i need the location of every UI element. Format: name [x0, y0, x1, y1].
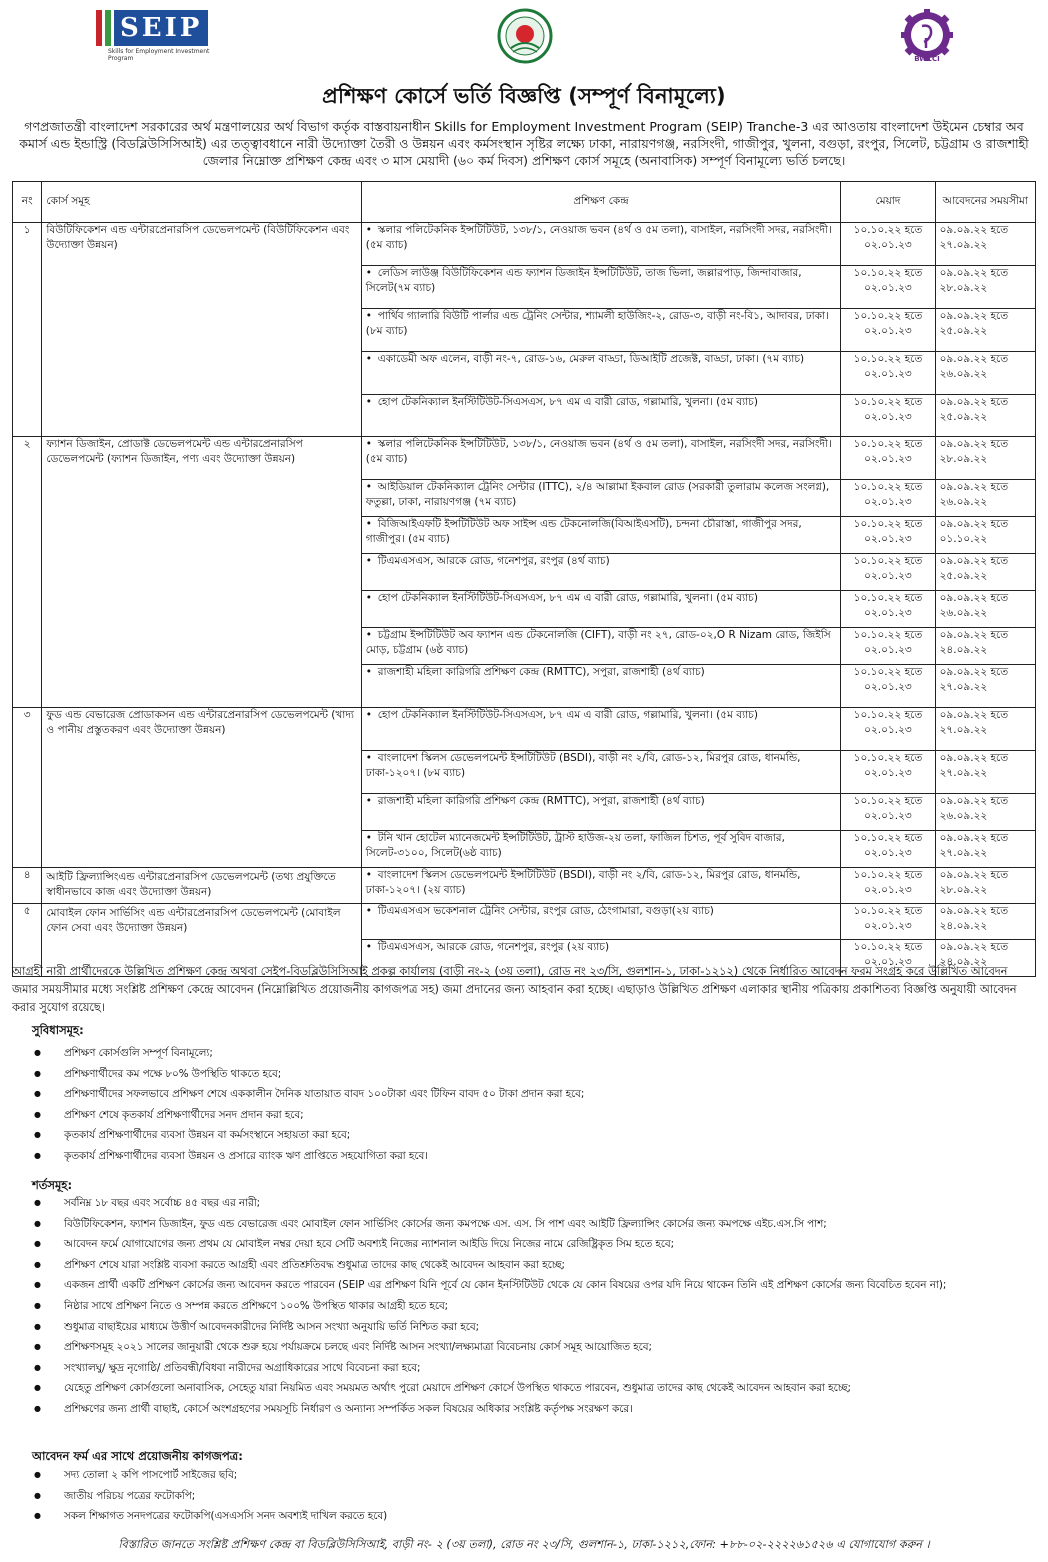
duration-cell — [841, 395, 935, 437]
duration-start: ১০.১০.২২ হতে — [853, 310, 923, 322]
course-name: ফ্যাশন ডিজাইন, প্রোডাক্ট ডেভেলপমেন্ট এন্ড এন্টারপ্রেনারসিপ ডেভেলপমেন্ট (ফ্যাশন ডিজাইন, পণ্য এবং উদ্যোক্তা উন্নয়ন) — [42, 437, 361, 708]
duration-cell — [841, 266, 935, 309]
bullet-icon: • — [365, 555, 372, 567]
course-number: ৫ — [13, 904, 42, 977]
bullet-icon: • — [365, 267, 372, 279]
duration-end: ০২.০১.২৩ — [864, 884, 912, 896]
deadline-cell — [935, 223, 1035, 266]
duration-start: ১০.১০.২২ হতে — [853, 709, 923, 721]
course-number: ৪ — [13, 868, 42, 904]
training-center-cell — [361, 628, 841, 665]
deadline-start: ০৯.০৯.২২ হতে — [939, 869, 1009, 881]
deadline-end: ২৭.০৯.২২ — [939, 724, 988, 736]
seip-logo-text: SEIP — [120, 13, 203, 43]
duration-start: ১০.১০.২২ হতে — [853, 905, 923, 917]
duration-start: ১০.১০.২২ হতে — [853, 666, 923, 678]
conditions-list — [32, 1196, 1032, 1423]
bullet-icon: • — [365, 629, 372, 641]
duration-end: ০২.০১.২৩ — [864, 533, 912, 545]
training-center-cell — [361, 554, 841, 591]
bullet-icon: • — [365, 396, 372, 408]
duration-end: ০২.০১.২৩ — [864, 956, 912, 968]
table-header-row — [13, 182, 1036, 223]
duration-start: ১০.১০.২২ হতে — [853, 481, 923, 493]
duration-end: ০২.০১.২৩ — [864, 920, 912, 932]
conditions-heading: শর্তসমূহ: — [32, 1178, 73, 1192]
documents-heading: আবেদন ফর্ম এর সাথে প্রয়োজনীয় কাগজপত্র: — [32, 1449, 243, 1463]
duration-cell — [841, 591, 935, 628]
deadline-end: ২৭.০৯.২২ — [939, 767, 988, 779]
deadline-cell — [935, 751, 1035, 794]
duration-cell — [841, 868, 935, 904]
condition-item: ● শুধুমাত্র বাছাইয়ের মাধ্যমে উত্তীর্ণ আবেদনকারীদের নির্দিষ্ট আসন সংখ্যা অনুযায়ি ভর্তি নিশ্চিত করা হবে; — [32, 1320, 1032, 1334]
condition-item: ● প্রশিক্ষণসমূহ ২০২১ সালের জানুয়ারী থেকে শুরু হয়ে পর্যায়ক্রমে চলছে এবং নির্দিষ্ট আসন সংখ্যা/লক্ষ্যমাত্রা বিবেচনায় কোর্স সমূহ আয়োজিত হবে; — [32, 1340, 1032, 1354]
training-center: টিএমএসএস ভকেশনাল ট্রেনিং সেন্টার, রংপুর রোড, ঠেংগামারা, বগুড়া(২য় ব্যাচ) — [377, 905, 714, 917]
bwcci-logo-icon — [898, 8, 956, 66]
benefits-list — [32, 1046, 1032, 1170]
bullet-icon: • — [365, 752, 372, 764]
deadline-cell — [935, 831, 1035, 868]
deadline-start: ০৯.০৯.২২ হতে — [939, 629, 1009, 641]
benefit-item: ● প্রশিক্ষণ কোর্সগুলি সম্পূর্ণ বিনামূল্যে; — [32, 1046, 1032, 1060]
deadline-end: ২৭.০৯.২২ — [939, 239, 988, 251]
training-center: স্কলার পলিটেকনিক ইন্সটিটিউট, ১৩৮/১, নেওয়াজ ভবন (৪র্থ ও ৫ম তলা), বাসাইল, নরসিংদী সদর, নরসিংদী। (৫ম ব্যাচ) — [365, 224, 832, 251]
training-center: হোপ টেকনিক্যাল ইনস্টিটিউট-সিএসএস, ৮৭ এম এ বারী রোড, গল্লামারি, খুলনা। (৫ম ব্যাচ) — [377, 396, 758, 408]
deadline-end: ২৪.০৯.২২ — [939, 644, 988, 656]
course-name: মোবাইল ফোন সার্ভিসিং এন্ড এন্টারপ্রেনারসিপ ডেভেলপমেন্ট (মোবাইল ফোন সেবা এবং উদ্যোক্তা উন্নয়ন) — [42, 904, 361, 977]
duration-cell — [841, 794, 935, 831]
duration-cell — [841, 831, 935, 868]
header-course: কোর্স সমূহ — [42, 182, 361, 223]
course-number: ১ — [13, 223, 42, 437]
course-number: ৩ — [13, 708, 42, 868]
deadline-start: ০৯.০৯.২২ হতে — [939, 267, 1009, 279]
document-item: ● সকল শিক্ষাগত সনদপত্রের ফটোকপি(এসএসসি সনদ অবশ্যই দাখিল করতে হবে) — [32, 1509, 1032, 1523]
condition-item: ● বিউটিফিকেশন, ফ্যাশন ডিজাইন, ফুড এন্ড বেভারেজ এবং মোবাইল ফোন সার্ভিসিং কোর্সের জন্য কমপক্ষে এস. এস. সি পাশ এবং আইটি ফ্রিল্যান্সিং কোর্সের জন্য কমপক্ষে এইচ.এস.সি পাশ; — [32, 1217, 1032, 1231]
duration-start: ১০.১০.২২ হতে — [853, 752, 923, 764]
training-center: বিজিআইএফটি ইন্সটিটিউট অফ সাইন্স এন্ড টেকনোলজি(বিআইএসটি), চন্দনা চৌরাস্তা, গাজীপুর সদর, গাজীপুর। (৫ম ব্যাচ) — [365, 518, 802, 545]
header-no: নং — [13, 182, 42, 223]
condition-item: ● সর্বনিম্ন ১৮ বছর এবং সর্বোচ্চ ৪৫ বছর এর নারী; — [32, 1196, 1032, 1210]
training-center: টিএমএসএস, আরকে রোড, গনেশপুর, রংপুর (৪র্থ ব্যাচ) — [377, 555, 610, 567]
deadline-cell — [935, 665, 1035, 708]
duration-end: ০২.০১.২৩ — [864, 681, 912, 693]
bullet-icon: • — [365, 795, 372, 807]
bullet-icon: • — [365, 481, 372, 493]
deadline-start: ০৯.০৯.২২ হতে — [939, 353, 1009, 365]
condition-item: ● প্রশিক্ষণের জন্য প্রার্থী বাছাই, কোর্সে অংশগ্রহণের সময়সূচি নির্ধারণ ও অন্যান্য সম্পর্কিত সকল বিষয়ের অধিকার সংশ্লিষ্ট কর্তৃপক্ষ সংরক্ষণ করে। — [32, 1402, 1032, 1416]
training-center: বাংলাদেশ স্কিলস ডেভেলপমেন্ট ইন্সটিটিউট (BSDI), বাড়ী নং ২/বি, রোড-১২, মিরপুর রোড, ধানমন্ডি, ঢাকা-১২০৭। (৮ম ব্যাচ) — [365, 752, 801, 779]
header-center: প্রশিক্ষণ কেন্দ্র — [361, 182, 841, 223]
deadline-end: ২৭.০৯.২২ — [939, 847, 988, 859]
condition-item: ● আবেদন ফর্মে যোগাযোগের জন্য প্রথম যে মোবাইল নম্বর দেয়া হবে সেটি অবশ্যই নিজের ন্যাশনাল আইডি দিয়ে নিজের নামে রেজিষ্ট্রিকৃত সিম হতে হবে; — [32, 1237, 1032, 1251]
contact-footer: বিস্তারিত জানতে সংশ্লিষ্ট প্রশিক্ষণ কেন্দ্র বা বিডব্লিউসিসিআই, বাড়ী নং- ২ (৩য় তলা), রোড নং ২৩/সি, গুলশান-১, ঢাকা-১২১২,ফোন: +৮৮-০২-২২২২৬১৫২৬ এ যোগাযোগ করুন । — [118, 1538, 930, 1551]
training-center-cell — [361, 591, 841, 628]
deadline-start: ০৯.০৯.২২ হতে — [939, 224, 1009, 236]
bullet-icon: • — [365, 941, 372, 953]
duration-end: ০২.০১.২৩ — [864, 607, 912, 619]
duration-start: ১০.১০.২২ হতে — [853, 396, 923, 408]
duration-cell — [841, 223, 935, 266]
duration-end: ০২.০১.২৩ — [864, 239, 912, 251]
deadline-end: ২৫.০৯.২২ — [939, 570, 988, 582]
duration-start: ১০.১০.২২ হতে — [853, 869, 923, 881]
bangladesh-govt-seal-icon — [497, 8, 553, 64]
duration-end: ০২.০১.২৩ — [864, 368, 912, 380]
duration-cell — [841, 309, 935, 352]
duration-start: ১০.১০.২২ হতে — [853, 438, 923, 450]
deadline-start: ০৯.০৯.২২ হতে — [939, 709, 1009, 721]
bullet-icon: • — [365, 592, 372, 604]
duration-start: ১০.১০.২২ হতে — [853, 832, 923, 844]
training-center: চট্টগ্রাম ইন্সটিটিউট অব ফ্যাশন এন্ড টেকনোলজি (CIFT), বাড়ী নং ২৭, রোড-০২,O R Nizam রোড, জিইসি মোড়, চট্টগ্রাম (৬ষ্ঠ ব্যাচ) — [365, 629, 831, 656]
duration-cell — [841, 751, 935, 794]
duration-end: ০২.০১.২৩ — [864, 810, 912, 822]
bwcci-logo-text: BWCCI — [914, 55, 940, 63]
benefit-item: ● প্রশিক্ষণ শেষে কৃতকার্য প্রশিক্ষণার্থীদের সনদ প্রদান করা হবে; — [32, 1108, 1032, 1122]
training-center: আইডিয়াল টেকনিক্যাল ট্রেনিং সেন্টার (ITTC), ২/৪ আল্লামা ইকবাল রোড (সরকারী তুলারাম কলেজ সংলগ্ন), ফতুল্লা, ঢাকা, নারায়ণগঞ্জ (৭ম ব্যাচ) — [365, 481, 830, 508]
deadline-cell — [935, 517, 1035, 554]
bullet-icon: • — [365, 666, 372, 678]
deadline-cell — [935, 554, 1035, 591]
duration-cell — [841, 352, 935, 395]
seip-logo — [96, 10, 228, 60]
training-center-cell — [361, 751, 841, 794]
training-center-cell — [361, 223, 841, 266]
training-center: রাজশাহী মহিলা কারিগরি প্রশিক্ষণ কেন্দ্র (RMTTC), সপুরা, রাজশাহী (৪র্থ ব্যাচ) — [377, 795, 705, 807]
duration-start: ১০.১০.২২ হতে — [853, 592, 923, 604]
benefits-heading: সুবিধাসমূহ: — [32, 1023, 84, 1037]
bullet-icon: • — [365, 438, 372, 450]
duration-start: ১০.১০.২২ হতে — [853, 941, 923, 953]
deadline-start: ০৯.০৯.২২ হতে — [939, 481, 1009, 493]
deadline-start: ০৯.০৯.২২ হতে — [939, 832, 1009, 844]
training-center: টিএমএসএস, আরকে রোড, গনেশপুর, রংপুর (২য় ব্যাচ) — [377, 941, 610, 953]
training-center: স্কলার পলিটেকনিক ইন্সটিটিউট, ১৩৮/১, নেওয়াজ ভবন (৪র্থ ও ৫ম তলা), বাসাইল, নরসিংদী সদর, নরসিংদী। (৫ম ব্যাচ) — [365, 438, 832, 465]
page-title: প্রশিক্ষণ কোর্সে ভর্তি বিজ্ঞপ্তি (সম্পূর্ণ বিনামূল্যে) — [322, 84, 726, 108]
training-center-cell — [361, 352, 841, 395]
duration-cell — [841, 628, 935, 665]
deadline-start: ০৯.০৯.২২ হতে — [939, 752, 1009, 764]
table-row — [13, 868, 1036, 904]
table-row — [13, 708, 1036, 751]
deadline-end: ০১.১০.২২ — [939, 533, 988, 545]
deadline-cell — [935, 628, 1035, 665]
deadline-start: ০৯.০৯.২২ হতে — [939, 555, 1009, 567]
training-center: হোপ টেকনিক্যাল ইনস্টিটিউট-সিএসএস, ৮৭ এম এ বারী রোড, গল্লামারি, খুলনা। (৫ম ব্যাচ) — [377, 709, 758, 721]
training-center: একাডেমী অফ এলেন, বাড়ী নং-৭, রোড-১৬, মেরুল বাড্ডা, ডিআইটি প্রজেক্ট, বাড্ডা, ঢাকা। (৭ম ব্যাচ) — [377, 353, 805, 365]
deadline-cell — [935, 591, 1035, 628]
courses-table — [12, 181, 1036, 977]
duration-start: ১০.১০.২২ হতে — [853, 224, 923, 236]
documents-list — [32, 1468, 1032, 1530]
deadline-end: ২৮.০৯.২২ — [939, 453, 988, 465]
deadline-cell — [935, 868, 1035, 904]
duration-end: ০২.০১.২৩ — [864, 847, 912, 859]
training-center: লেডিস লাউঞ্জ বিউটিফিকেশন এন্ড ফ্যাশন ডিজাইন ইন্সটিটিউট, তাজ ভিলা, জল্লারপাড়, জিন্দাবাজার, সিলেট(৭ম ব্যাচ) — [365, 267, 802, 294]
deadline-cell — [935, 266, 1035, 309]
course-name: আইটি ফ্রিল্যান্সিংএন্ড এন্টারপ্রেনারসিপ ডেভেলপমেন্ট (তথ্য প্রযুক্তিতে স্বাধীনভাবে কাজ এবং উদ্যোক্তা উন্নয়ন) — [42, 868, 361, 904]
duration-end: ০২.০১.২৩ — [864, 570, 912, 582]
training-center-cell — [361, 665, 841, 708]
duration-start: ১০.১০.২২ হতে — [853, 353, 923, 365]
deadline-cell — [935, 352, 1035, 395]
condition-item: ● নিষ্ঠার সাথে প্রশিক্ষণ নিতে ও সম্পন্ন করতে প্রশিক্ষণে ১০০% উপস্থিত থাকার আগ্রহী হতে হবে; — [32, 1299, 1032, 1313]
document-item: ● সদ্য তোলা ২ কপি পাসপোর্ট সাইজের ছবি; — [32, 1468, 1032, 1482]
training-center-cell — [361, 794, 841, 831]
course-number: ২ — [13, 437, 42, 708]
training-center-cell — [361, 266, 841, 309]
deadline-end: ২৮.০৯.২২ — [939, 884, 988, 896]
table-row — [13, 437, 1036, 480]
deadline-end: ২৬.০৯.২২ — [939, 368, 988, 380]
seip-logo-subtitle: Skills for Employment Investment Program — [108, 48, 210, 62]
duration-end: ০২.০১.২৩ — [864, 767, 912, 779]
course-name: ফুড এন্ড বেভারেজ প্রোডাকসন এন্ড এন্টারপ্রেনারসিপ ডেভেলপমেন্ট (খাদ্য ও পানীয় প্রস্তুতকরণ এবং উদ্যোক্তা উন্নয়ন) — [42, 708, 361, 868]
duration-start: ১০.১০.২২ হতে — [853, 518, 923, 530]
duration-cell — [841, 554, 935, 591]
deadline-cell — [935, 904, 1035, 940]
duration-cell — [841, 480, 935, 517]
deadline-end: ২৬.০৯.২২ — [939, 607, 988, 619]
duration-end: ০২.০১.২৩ — [864, 496, 912, 508]
deadline-cell — [935, 480, 1035, 517]
training-center-cell — [361, 395, 841, 437]
deadline-end: ২৬.০৯.২২ — [939, 810, 988, 822]
duration-cell — [841, 904, 935, 940]
deadline-end: ২৬.০৯.২২ — [939, 496, 988, 508]
condition-item: ● যেহেতু প্রশিক্ষণ কোর্সগুলো অনাবাসিক, সেহেতু যারা নিয়মিত এবং সময়মত অর্থাৎ পুরো মেয়াদে প্রশিক্ষণ কোর্সে উপস্থিত থাকতে পারবেন, শুধুমাত্র তাদের কাছ থেকেই আবেদন আহবান করা হচ্ছে; — [32, 1381, 1032, 1395]
duration-start: ১০.১০.২২ হতে — [853, 629, 923, 641]
table-row — [13, 223, 1036, 266]
training-center: টনি খান হোটেল ম্যানেজমেন্ট ইন্সটিটিউট, ট্রাস্ট হাউজ-২য় তলা, ফাজিল চিশত, পূর্ব সুবিদ বাজার, সিলেট-৩১০০, সিলেট(৬ষ্ঠ ব্যাচ) — [365, 832, 785, 859]
duration-end: ০২.০১.২৩ — [864, 282, 912, 294]
training-center-cell — [361, 517, 841, 554]
course-name: বিউটিফিকেশন এন্ড এন্টারপ্রেনারসিপ ডেভেলপমেন্ট (বিউটিফিকেশন এবং উদ্যোক্তা উন্নয়ন) — [42, 223, 361, 437]
intro-paragraph: গণপ্রজাতন্ত্রী বাংলাদেশ সরকারের অর্থ মন্ত্রণালয়ের অর্থ বিভাগ কর্তৃক বাস্তবায়নাধীন Skills for Employment Investment Program (SEIP) Tranche-3 এর আওতায় বাংলাদেশ উইমেন চেম্বার অব কমার্স এন্ড ইন্ডাস্ট্রি (বিডব্লিউসিসিআই) এর তত্ত্বাবধানে নারী উদ্যোক্তা তৈরী ও উন্নয়ন এবং কর্মসংস্থান সৃষ্টির লক্ষ্যে ঢাকা, নারায়ণগঞ্জ, নরসিংদী, গাজীপুর, খুলনা, বগুড়া, রংপুর, সিলেট, চট্টগ্রাম ও রাজশাহী জেলার নিম্নোক্ত প্রশিক্ষণ কেন্দ্র এবং ৩ মাস মেয়াদী (৬০ কর্ম দিবস) প্রশিক্ষণ কোর্স সমূহে (অনাবাসিক) সম্পূর্ণ বিনামূল্যে ভর্তি চলছে। — [19, 119, 1029, 168]
benefit-item: ● প্রশিক্ষণার্থীদের সফলভাবে প্রশিক্ষণ শেষে এককালীন দৈনিক যাতায়াত বাবদ ১০০টাকা এবং টিফিন বাবদ ৫০ টাকা প্রদান করা হবে; — [32, 1087, 1032, 1101]
bullet-icon: • — [365, 905, 372, 917]
bullet-icon: • — [365, 310, 372, 322]
deadline-cell — [935, 708, 1035, 751]
training-center: বাংলাদেশ স্কিলস ডেভেলপমেন্ট ইন্সটিটিউট (BSDI), বাড়ী নং ২/বি, রোড-১২, মিরপুর রোড, ধানমন্ডি, ঢাকা-১২০৭। (২য় ব্যাচ) — [365, 869, 801, 896]
benefit-item: ● প্রশিক্ষণার্থীদের কম পক্ষে ৮০% উপস্থিতি থাকতে হবে; — [32, 1067, 1032, 1081]
condition-item: ● প্রশিক্ষণ শেষে যারা সংশ্লিষ্ট ব্যবসা করতে আগ্রহী এবং প্রতিশ্রুতিবদ্ধ শুধুমাত্র তাদের কাছ থেকেই আবেদন আহবান করা হচ্ছে; — [32, 1258, 1032, 1272]
training-center: রাজশাহী মহিলা কারিগরি প্রশিক্ষণ কেন্দ্র (RMTTC), সপুরা, রাজশাহী (৪র্থ ব্যাচ) — [377, 666, 705, 678]
training-center-cell — [361, 831, 841, 868]
courses-table-body — [13, 223, 1036, 977]
duration-cell — [841, 437, 935, 480]
duration-cell — [841, 665, 935, 708]
bullet-icon: • — [365, 869, 372, 881]
training-center-cell — [361, 868, 841, 904]
deadline-start: ০৯.০৯.২২ হতে — [939, 941, 1009, 953]
training-center-cell — [361, 480, 841, 517]
bullet-icon: • — [365, 224, 372, 236]
duration-end: ০২.০১.২৩ — [864, 453, 912, 465]
deadline-start: ০৯.০৯.২২ হতে — [939, 438, 1009, 450]
benefit-item: ● কৃতকার্য প্রশিক্ষণার্থীদের ব্যবসা উন্নয়ন বা কর্মসংস্থানে সহায়তা করা হবে; — [32, 1128, 1032, 1142]
deadline-start: ০৯.০৯.২২ হতে — [939, 666, 1009, 678]
bullet-icon: • — [365, 353, 372, 365]
training-center-cell — [361, 437, 841, 480]
table-row — [13, 904, 1036, 940]
condition-item: ● সংখ্যালঘু/ ক্ষুদ্র নৃগোষ্ঠি/ প্রতিবন্ধী/বিধবা নারীদের অগ্রাধিকারের সাথে বিবেচনা করা হবে; — [32, 1361, 1032, 1375]
duration-start: ১০.১০.২২ হতে — [853, 267, 923, 279]
deadline-end: ২৫.০৯.২২ — [939, 411, 988, 423]
bullet-icon: • — [365, 832, 372, 844]
training-center-cell — [361, 708, 841, 751]
application-note: আগ্রহী নারী প্রার্থীদেরকে উল্লিখিত প্রশিক্ষণ কেন্দ্র অথবা সেইপ-বিডব্লিউসিসিআই প্রকল্প কার্যালয় (বাড়ী নং-২ (৩য় তলা), রোড নং ২৩/সি, গুলশান-১, ঢাকা-১২১২) থেকে নির্ধারিত আবেদন ফরম সংগ্রহ করে উল্লিখিত আবেদন জমার সময়সীমার মধ্যে সংশ্লিষ্ট প্রশিক্ষণ কেন্দ্রে আবেদন (নিম্নোল্লিখিত প্রয়োজনীয় কাগজপত্র সহ) জমা প্রদানের জন্য আহবান করা হচ্ছে। এছাড়াও উল্লিখিত প্রশিক্ষণ এলাকার স্থানীয় পত্রিকায় প্রকাশিতব্য বিজ্ঞপ্তি অনুযায়ী আবেদন করার সুযোগ রয়েছে। — [12, 965, 1017, 1014]
bullet-icon: • — [365, 518, 372, 530]
deadline-end: ২৪.০৯.২২ — [939, 920, 988, 932]
deadline-cell — [935, 395, 1035, 437]
duration-cell — [841, 517, 935, 554]
deadline-start: ০৯.০৯.২২ হতে — [939, 592, 1009, 604]
duration-end: ০২.০১.২৩ — [864, 325, 912, 337]
deadline-cell — [935, 794, 1035, 831]
deadline-start: ০৯.০৯.২২ হতে — [939, 905, 1009, 917]
duration-end: ০২.০১.২৩ — [864, 724, 912, 736]
deadline-end: ২৮.০৯.২২ — [939, 282, 988, 294]
condition-item: ● একজন প্রার্থী একটি প্রশিক্ষণ কোর্সের জন্য আবেদন করতে পারবেন (SEIP এর প্রশিক্ষণ যিনি পূর্বে যে কোন ইনস্টিটিউট থেকে যে কোন বিষয়ের ওপর যদি নিয়ে থাকেন তিনি এই প্রশিক্ষণ কোর্সের জন্য বিবেচিত হবেন না); — [32, 1278, 1032, 1292]
deadline-end: ২৭.০৯.২২ — [939, 681, 988, 693]
training-center: পার্থিব গ্যালারি বিউটি পার্লার এন্ড ট্রেনিং সেন্টার, শ্যামলী হাউজিং-২, রোড-৩, বাড়ী নং-বি১, আদাবর, ঢাকা। (৮ম ব্যাচ) — [365, 310, 829, 337]
deadline-cell — [935, 309, 1035, 352]
training-center-cell — [361, 309, 841, 352]
bullet-icon: • — [365, 709, 372, 721]
deadline-start: ০৯.০৯.২২ হতে — [939, 396, 1009, 408]
duration-start: ১০.১০.২২ হতে — [853, 555, 923, 567]
deadline-end: ২৪.০৯.২২ — [939, 956, 988, 968]
deadline-end: ২৫.০৯.২২ — [939, 325, 988, 337]
header-deadline: আবেদনের সময়সীমা — [935, 182, 1035, 223]
training-center: হোপ টেকনিক্যাল ইনস্টিটিউট-সিএসএস, ৮৭ এম এ বারী রোড, গল্লামারি, খুলনা। (৫ম ব্যাচ) — [377, 592, 758, 604]
training-center-cell — [361, 904, 841, 940]
deadline-start: ০৯.০৯.২২ হতে — [939, 310, 1009, 322]
deadline-cell — [935, 437, 1035, 480]
document-item: ● জাতীয় পরিচয় পত্রের ফটোকপি; — [32, 1489, 1032, 1503]
benefit-item: ● কৃতকার্য প্রশিক্ষণার্থীদের ব্যবসা উন্নয়ন ও প্রসারে ব্যাংক ঋণ প্রাপ্তিতে সহযোগিতা করা হবে। — [32, 1149, 1032, 1163]
header-duration: মেয়াদ — [841, 182, 935, 223]
deadline-start: ০৯.০৯.২২ হতে — [939, 518, 1009, 530]
duration-end: ০২.০১.২৩ — [864, 644, 912, 656]
duration-start: ১০.১০.২২ হতে — [853, 795, 923, 807]
duration-cell — [841, 708, 935, 751]
duration-end: ০২.০১.২৩ — [864, 411, 912, 423]
deadline-start: ০৯.০৯.২২ হতে — [939, 795, 1009, 807]
